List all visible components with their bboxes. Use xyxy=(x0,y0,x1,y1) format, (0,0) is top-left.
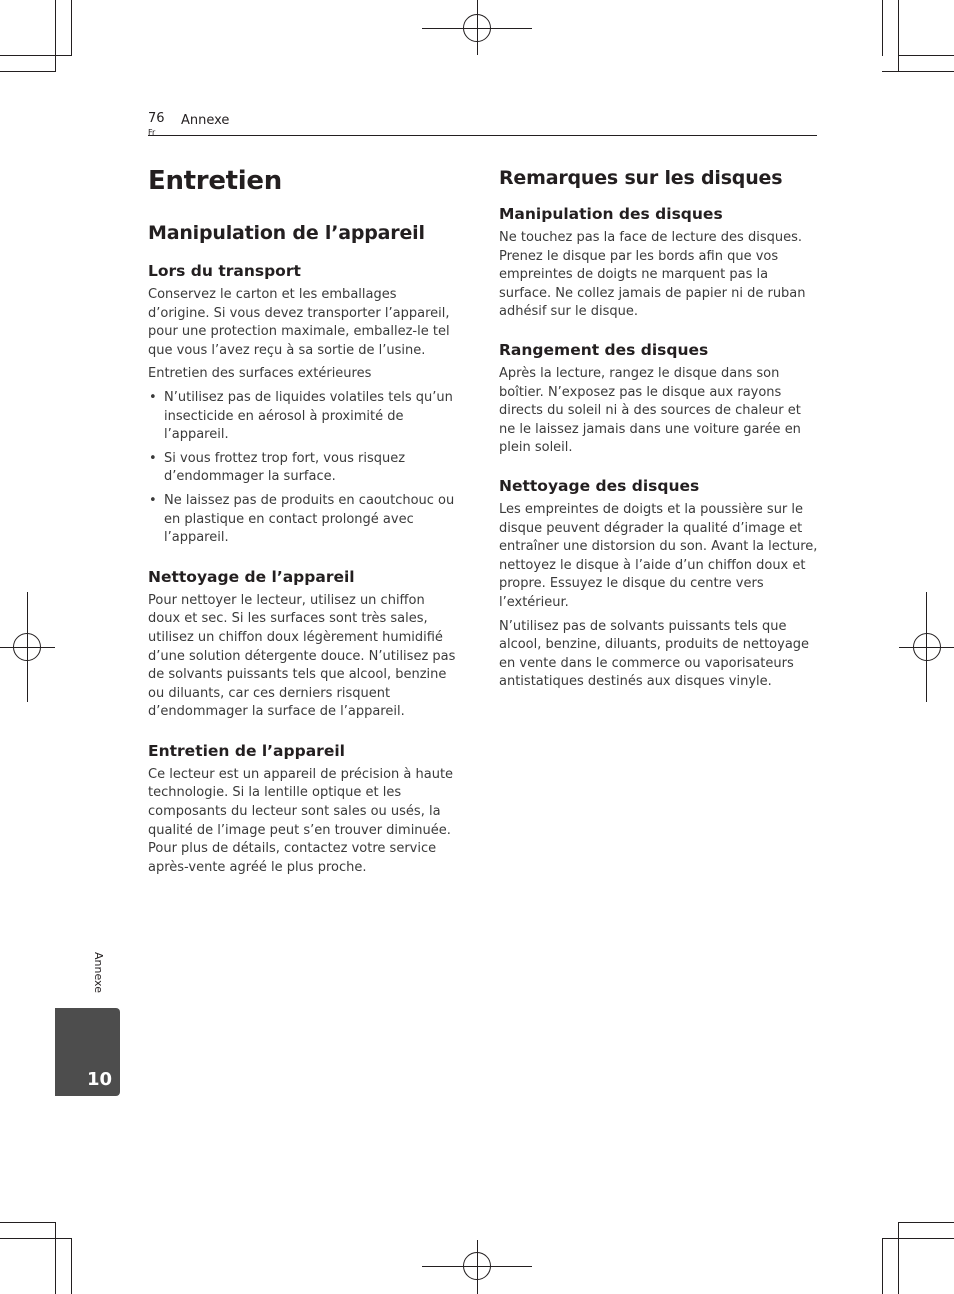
crop-mark xyxy=(882,71,954,72)
bullet-icon: • xyxy=(149,389,157,405)
crop-mark xyxy=(0,71,56,72)
disc-storage-block xyxy=(499,339,819,458)
crop-mark xyxy=(55,1222,56,1294)
list-item: • N’utilisez pas de liquides volatiles tels qu’un insecticide en aérosol à proximité de l’appareil. xyxy=(149,389,453,443)
bullet-list xyxy=(148,389,460,548)
list-item: • Ne laissez pas de produits en caoutchouc ou en plastique en contact prolongé avec l’appareil. xyxy=(149,492,455,546)
heading-disc-cleaning: Nettoyage des disques xyxy=(499,476,700,495)
heading-maintenance: Entretien de l’appareil xyxy=(148,741,345,760)
crop-mark xyxy=(0,1222,56,1223)
paragraph-disc-cleaning-2: N’utilisez pas de solvants puissants tels que alcool, benzine, diluants, produits de nettoyage en vente dans le commerce ou vaporisateurs antistatiques destinés aux disques vinyle. xyxy=(499,618,810,690)
left-column xyxy=(148,162,460,895)
disc-cleaning-block xyxy=(499,475,819,692)
page-header xyxy=(148,111,817,136)
page-number: 76 xyxy=(148,111,165,126)
disc-handling-block xyxy=(499,203,819,322)
crop-mark xyxy=(882,0,883,56)
right-column xyxy=(499,162,819,709)
heading-disc-handling: Manipulation des disques xyxy=(499,205,723,223)
section-title-disques: Remarques sur les disques xyxy=(499,167,783,189)
bullet-icon: • xyxy=(149,450,157,466)
header-section-title: Annexe xyxy=(181,113,230,128)
chapter-tab xyxy=(55,1008,120,1096)
paragraph-disc-handling: Ne touchez pas la face de lecture des disques. Prenez le disque par les bords afin que vos empreintes de doigts ne marquent pas la surface. Ne collez jamais de papier ni de ruban adhésif sur le disque. xyxy=(499,230,806,320)
registration-mark-line xyxy=(27,592,28,702)
bullet-icon: • xyxy=(149,492,157,508)
side-section-label: Annexe xyxy=(92,952,105,993)
registration-mark-line xyxy=(477,0,478,55)
crop-mark xyxy=(0,55,72,56)
list-item: • Si vous frottez trop fort, vous risquez d’endommager la surface. xyxy=(149,450,406,485)
registration-mark-line xyxy=(477,1240,478,1294)
chapter-number: 10 xyxy=(86,1069,112,1090)
subline-exterior-care: Entretien des surfaces extérieures xyxy=(148,366,372,382)
crop-mark xyxy=(898,0,899,72)
paragraph-cleaning: Pour nettoyer le lecteur, utilisez un chiffon doux et sec. Si les surfaces sont très sales, utilisez un chiffon doux légèrement humidifié d’une solution détergente douce. N’utilisez pas de solvants puissants tels que alcool, benzine ou diluants, car ces derniers risquent d’endommager la surface de l’appareil. xyxy=(148,592,456,720)
heading-transport: Lors du transport xyxy=(148,262,301,280)
heading-disc-storage: Rangement des disques xyxy=(499,340,709,359)
crop-mark xyxy=(882,1238,954,1239)
paragraph-maintenance: Ce lecteur est un appareil de précision à haute technologie. Si la lentille optique et les composants du lecteur sont sales ou usés, la qualité de l’image peut s’en trouver diminuée. Pour plus de détails, contactez votre service après-vente agréé le plus proche. xyxy=(148,766,454,875)
crop-mark xyxy=(898,55,954,56)
page-title: Entretien xyxy=(148,166,282,196)
crop-mark xyxy=(55,0,56,72)
crop-mark xyxy=(898,1222,954,1223)
paragraph-disc-storage: Après la lecture, rangez le disque dans son boîtier. N’exposez pas le disque aux rayons directs du soleil ni à des sources de chaleur et ne le laissez jamais dans une voiture garée en plein soleil. xyxy=(499,365,801,456)
crop-mark xyxy=(882,1238,883,1294)
crop-mark xyxy=(0,1238,72,1239)
maintenance-block xyxy=(148,740,460,878)
paragraph-disc-cleaning-1: Les empreintes de doigts et la poussière sur le disque peuvent dégrader la qualité d’image et entraîner une distorsion du son. Avant la lecture, nettoyez le disque à l’aide d’un chiffon doux et propre. Essuyez le disque du centre vers l’extérieur. xyxy=(499,501,818,610)
section-title-appareil: Manipulation de l’appareil xyxy=(148,222,425,244)
transport-block xyxy=(148,260,460,548)
page-language: Fr xyxy=(148,128,156,137)
heading-cleaning: Nettoyage de l’appareil xyxy=(148,567,355,586)
registration-mark-line xyxy=(926,592,927,702)
paragraph-transport: Conservez le carton et les emballages d’origine. Si vous devez transporter l’appareil, pour une protection maximale, emballez-le tel que vous l’avez reçu à sa sortie de l’usine. xyxy=(148,287,450,358)
crop-mark xyxy=(71,1238,72,1294)
crop-mark xyxy=(898,1222,899,1294)
cleaning-block xyxy=(148,566,460,722)
crop-mark xyxy=(71,0,72,56)
